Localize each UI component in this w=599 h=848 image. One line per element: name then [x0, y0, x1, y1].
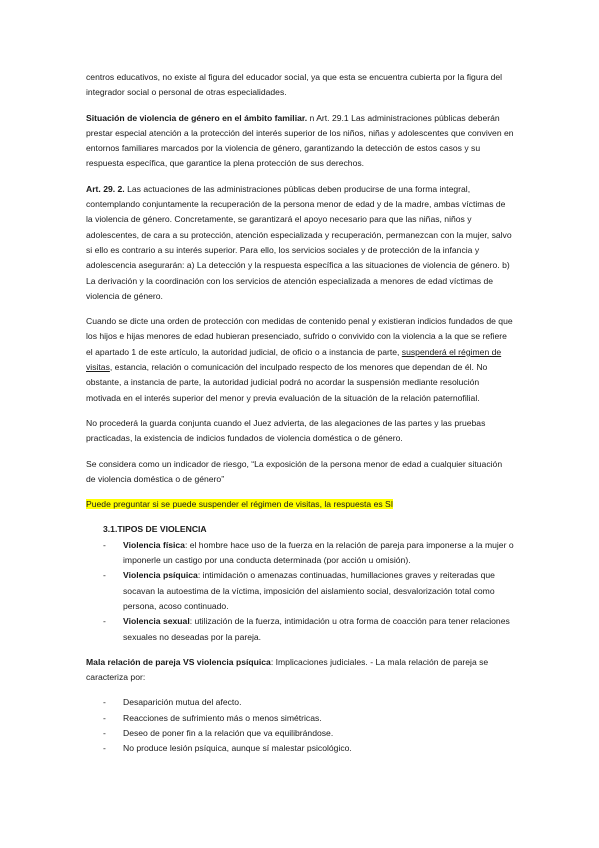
page-content [86, 70, 514, 767]
paragraph-joint-custody: No procederá la guarda conjunta cuando el Juez advierta, de las alegaciones de las partes y las pruebas practicadas, la existencia de indicios fundados de violencia doméstica o de género. [86, 417, 486, 444]
paragraph-title: Situación de violencia de género en el ámbito familiar. [86, 112, 308, 123]
list-item-term: Violencia sexual [123, 616, 190, 627]
paragraph-text: n Art. 29.1 Las administraciones públicas deberán prestar especial atención a la protección del interés superior de los niños, niñas y adolescentes que conviven en entornos familiares marcados por la violencia de género, garantizando la detección de estos casos y su respuesta específica, que garantice la plena protección de sus derechos. [86, 112, 514, 169]
paragraph-text: Las actuaciones de las administraciones públicas deben producirse de una forma integral, contemplando conjuntamente la recuperación de la persona menor de edad y de la madre, ambas víctimas de la violencia de género. Concretamente, se garantizará el apoyo necesario para que las niñas, niños y adolescentes, de cara a su protección, atención especializada y recuperación, permanezcan con la mujer, salvo si ello es contrario a su interés superior. Para ello, los servicios sociales y de protección de la infancia y adolescencia asegurarán: a) La detección y la respuesta específica a las situaciones de violencia de género. b) La derivación y la coordinación con los servicios de atención especializada a menores de edad víctimas de violencia de género. [86, 183, 512, 301]
paragraph-title: Mala relación de pareja VS violencia psíquica [86, 656, 271, 667]
list-item-desc: : utilización de la fuerza, intimidación u otra forma de coacción para tener relaciones sexuales no deseadas por la pareja. [123, 616, 510, 642]
list-item-term: Violencia física [123, 539, 185, 550]
paragraph-risk-indicator: Se considera como un indicador de riesgo, “La exposición de la persona menor de edad a cualquier situación de violencia doméstica o de género” [86, 458, 503, 484]
paragraph-protection-order [86, 314, 514, 406]
list-item-desc: : intimidación o amenazas continuadas, humillaciones graves y reiteradas que socavan la autoestima de la víctima, imposición del aislamiento social, desvalorización total como persona, acoso continuado. [123, 570, 495, 611]
paragraph-text: Cuando se dicte una orden de protección con medidas de contenido penal y existieran indicios fundados de que los hijos e hijas menores de edad hubieran presenciado, sufrido o convivido con la violencia a la que se refiere el apartado 1 de este artículo, la autoridad judicial, de oficio o a instancia de parte, [86, 316, 513, 357]
highlight-note-paragraph [86, 497, 514, 512]
list-item [86, 568, 514, 614]
list-item [86, 614, 514, 645]
paragraph-bad-relationship [86, 655, 514, 686]
list-item [86, 538, 514, 569]
characteristics-list [86, 695, 514, 756]
section-heading: 3.1.TIPOS DE VIOLENCIA [103, 524, 207, 535]
paragraph-text: , estancia, relación o comunicación del inculpado respecto de los menores que dependan de él. No obstante, a instancia de parte, la autoridad judicial podrá no acordar la suspensión mediante resolución motivada en el interés superior del menor y previa evaluación de la situación de la relación paternofilial. [86, 362, 488, 403]
underlined-phrase: suspenderá el régimen de visitas [86, 346, 502, 373]
paragraph-intro: centros educativos, no existe al figura del educador social, ya que esta se encuentra cubierta por la figura del integrador social o personal de otras especialidades. [86, 72, 503, 98]
list-item: - Reacciones de sufrimiento más o menos simétricas. [86, 711, 514, 726]
paragraph-art-29-2 [86, 182, 514, 304]
highlighted-note: Puede preguntar si se puede suspender el régimen de visitas, la respuesta es SI [86, 499, 394, 510]
paragraph-title: Art. 29. 2. [86, 183, 125, 194]
list-item-desc: : el hombre hace uso de la fuerza en la relación de pareja para imponerse a la mujer o imponerle un castigo por una conducta determinada (por acción u omisión). [123, 539, 514, 566]
list-item: - Deseo de poner fin a la relación que va equilibrándose. [86, 726, 514, 741]
list-item: - No produce lesión psíquica, aunque sí malestar psicológico. [86, 741, 514, 756]
list-item-term: Violencia psíquica [123, 570, 198, 581]
paragraph-art-29-1 [86, 111, 514, 172]
list-item: - Desaparición mutua del afecto. [86, 695, 514, 710]
paragraph-text: : Implicaciones judiciales. - La mala relación de pareja se caracteriza por: [86, 656, 489, 683]
violence-types-list [86, 538, 514, 645]
